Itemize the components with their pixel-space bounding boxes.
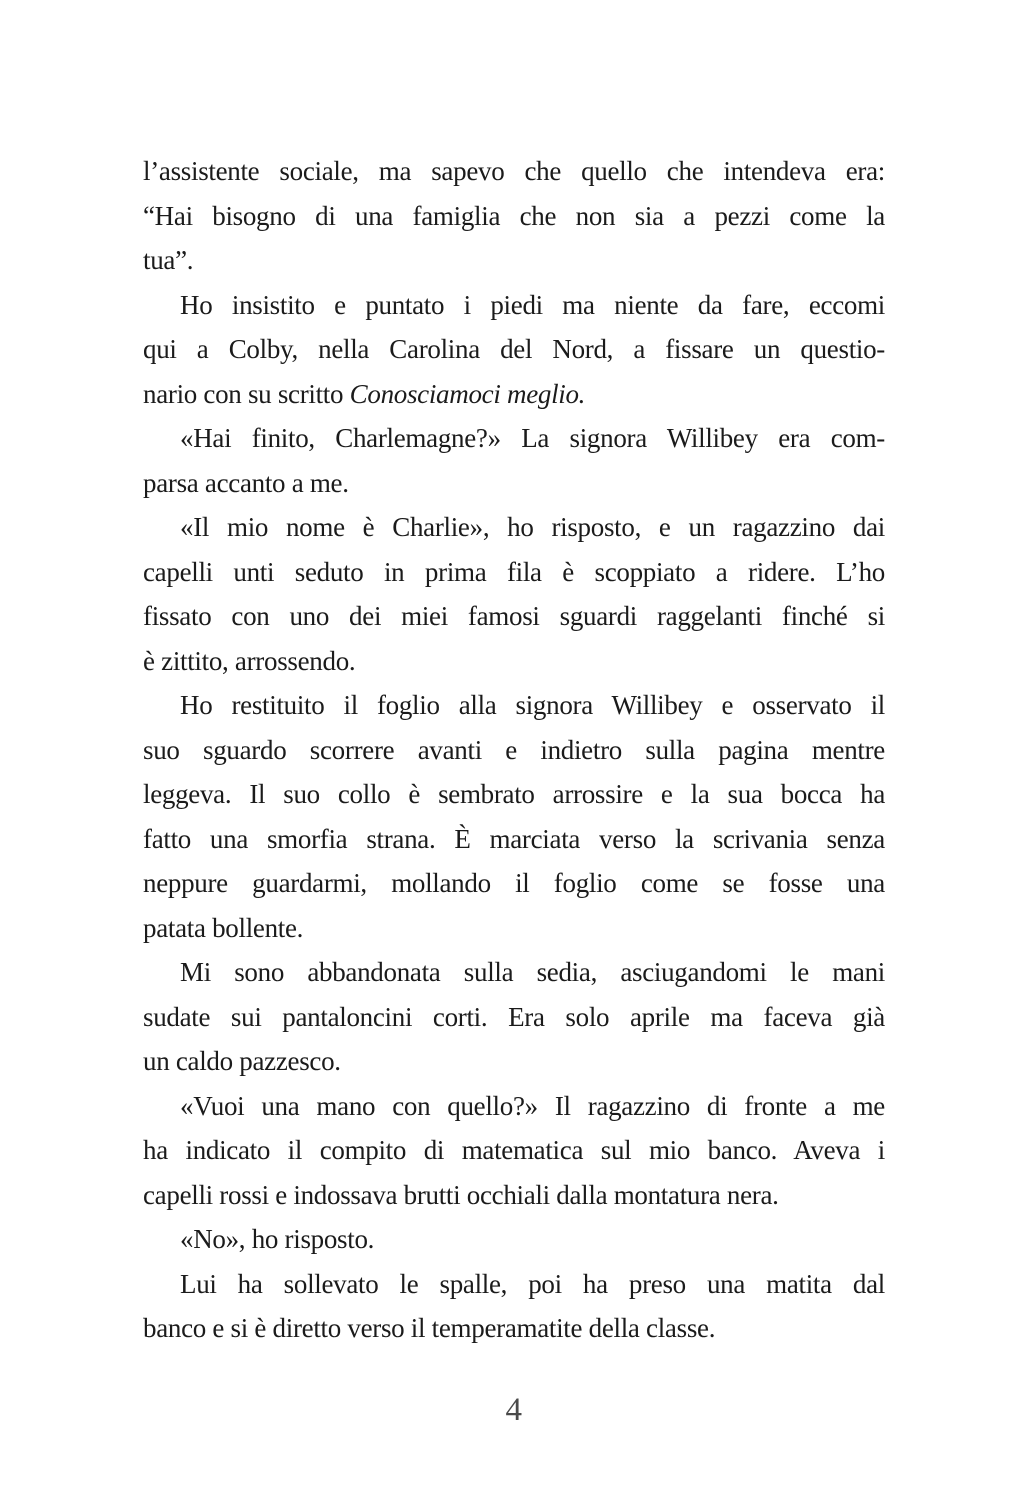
text-segment: è zittito, arrossendo. [143, 645, 356, 676]
page-text [143, 149, 885, 1351]
text-line [143, 461, 885, 506]
text-segment: fissato con uno dei miei famosi sguardi raggelanti finché si [143, 601, 885, 631]
text-segment: ha indicato il compito di matematica sul mio banco. Aveva i [143, 1135, 885, 1165]
paragraph [143, 283, 885, 417]
text-line [143, 594, 885, 639]
text-segment: suo sguardo scorrere avanti e indietro sulla pagina mentre [143, 734, 885, 765]
text-segment: Ho insistito e puntato i piedi ma niente da fare, eccomi [180, 289, 885, 320]
text-segment: “Hai bisogno di una famiglia che non sia a pezzi come la [143, 200, 885, 231]
text-line [143, 416, 885, 461]
text-line [143, 238, 885, 283]
paragraph [143, 1262, 885, 1351]
text-line [143, 327, 885, 372]
text-line [143, 550, 885, 595]
text-line [143, 817, 885, 862]
page-number: 4 [505, 1392, 523, 1428]
text-segment: nario con su scritto [143, 378, 350, 409]
text-line [143, 1173, 885, 1218]
text-line [143, 728, 885, 773]
text-line [143, 1217, 885, 1262]
text-segment: un caldo pazzesco. [143, 1046, 341, 1076]
text-segment: parsa accanto a me. [143, 467, 349, 498]
text-line [143, 995, 885, 1040]
text-segment: «Il mio nome è Charlie», ho risposto, e un ragazzino dai [180, 512, 885, 542]
text-line [143, 950, 885, 995]
text-segment: «Hai finito, Charlemagne?» La signora Willibey era com- [180, 423, 885, 453]
text-line [143, 639, 885, 684]
paragraph [143, 683, 885, 950]
paragraph [143, 1217, 885, 1262]
text-line [143, 194, 885, 239]
text-segment: leggeva. Il suo collo è sembrato arrossire e la sua bocca ha [143, 779, 885, 809]
text-segment: fatto una smorfia strana. È marciata verso la scrivania senza [143, 823, 885, 854]
text-line [143, 1262, 885, 1307]
text-line [143, 861, 885, 906]
text-line [143, 906, 885, 951]
text-segment: qui a Colby, nella Carolina del Nord, a fissare un questio- [143, 334, 885, 364]
text-segment: l’assistente sociale, ma sapevo che quello che intendeva era: [143, 156, 885, 186]
italic-text-segment: Conosciamoci meglio. [349, 378, 586, 409]
paragraph [143, 416, 885, 505]
text-line [143, 283, 885, 328]
paragraph [143, 950, 885, 1084]
text-line [143, 683, 885, 728]
text-segment: «No», ho risposto. [180, 1224, 375, 1254]
paragraph [143, 505, 885, 683]
text-segment: capelli rossi e indossava brutti occhiali dalla montatura nera. [143, 1179, 779, 1210]
text-segment: Mi sono abbandonata sulla sedia, asciugandomi le mani [180, 957, 885, 987]
text-line [143, 505, 885, 550]
text-line [143, 372, 885, 417]
text-segment: tua”. [143, 245, 194, 275]
text-line [143, 1084, 885, 1129]
text-segment: banco e si è diretto verso il temperamatite della classe. [143, 1313, 716, 1343]
text-line [143, 1039, 885, 1084]
text-segment: capelli unti seduto in prima fila è scoppiato a ridere. L’ho [143, 556, 885, 587]
text-segment: neppure guardarmi, mollando il foglio come se fosse una [143, 868, 885, 898]
text-segment: sudate sui pantaloncini corti. Era solo aprile ma faceva già [143, 1001, 885, 1032]
paragraph [143, 149, 885, 283]
text-line [143, 1306, 885, 1351]
text-segment: Ho restituito il foglio alla signora Willibey e osservato il [180, 690, 885, 720]
text-line [143, 149, 885, 194]
paragraph [143, 1084, 885, 1218]
text-segment: «Vuoi una mano con quello?» Il ragazzino di fronte a me [180, 1090, 885, 1121]
text-segment: Lui ha sollevato le spalle, poi ha preso una matita dal [180, 1268, 885, 1299]
text-segment: patata bollente. [143, 912, 304, 943]
text-line [143, 1128, 885, 1173]
text-line [143, 772, 885, 817]
